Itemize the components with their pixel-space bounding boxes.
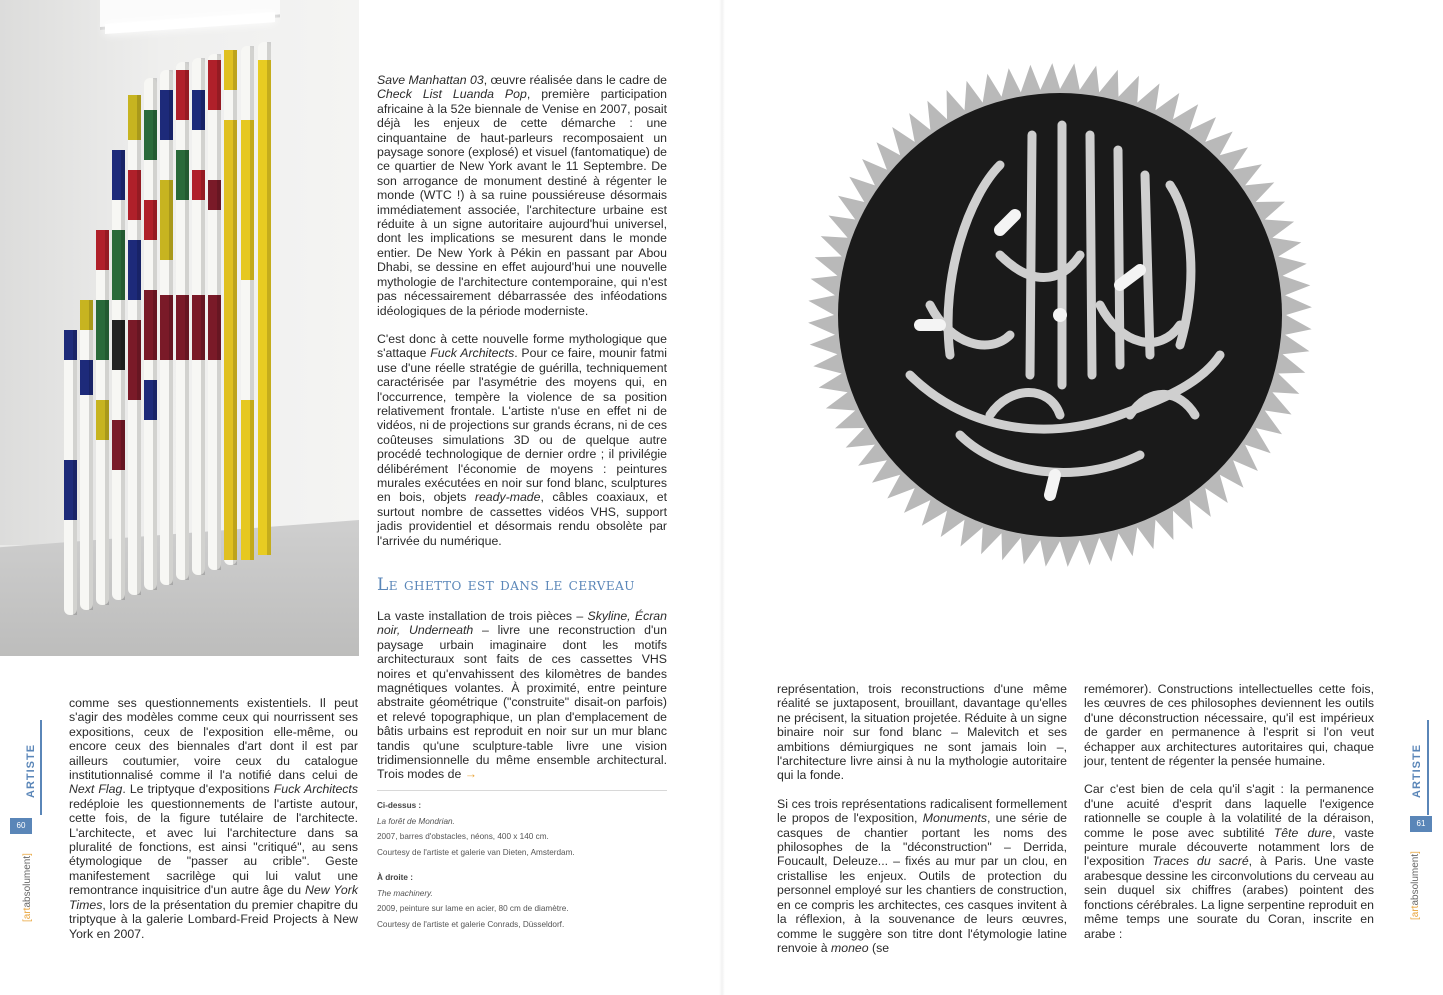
caption-heading: À droite : bbox=[377, 873, 413, 882]
artwork-title: ready-made bbox=[474, 490, 541, 505]
paragraph-text: C'est donc à cette nouvelle forme mythologique que s'attaque bbox=[377, 331, 667, 361]
calligraphy-stroke bbox=[1090, 135, 1092, 375]
paragraph-b1 bbox=[377, 609, 667, 782]
paragraph-text: , à Paris. Une vaste arabesque dessine les circonvolutions du cerveau au sein duquel six chiffres (arabes) pointent des fonctions cérébrales. La ligne serpentine reproduit en même temps une sourate du Coran, inscrite en arabe : bbox=[1084, 854, 1375, 941]
caption-above bbox=[377, 798, 607, 860]
caption-credit: Courtesy de l'artiste et galerie van Dieten, Amsterdam. bbox=[377, 847, 575, 857]
pole bbox=[96, 230, 109, 605]
text-column-e bbox=[1084, 682, 1374, 955]
paragraph-c1 bbox=[69, 696, 358, 941]
folio-rule-right bbox=[1427, 720, 1429, 815]
artwork-title: Skyline, Écran noir, Underneath bbox=[377, 609, 667, 638]
paragraph-text: , une série de casques de chantier portant les noms des philosophes de la "déconstruction" – Derrida, Foucault, Deleuze... – fixés au mur par un clou, en cristallise les enjeux. Outils de protection du personnel employé sur les chantiers de construction, en ce compris les architectes, ces casques invitent à la réflexion, à la souvenance de leurs œuvres, comme le suggère son titre dont l'étymologie latine renvoie à bbox=[777, 811, 1068, 955]
section-label-left: ARTISTE bbox=[25, 743, 37, 798]
paragraph-text: , vaste peinture murale découverte notamment lors de l'exposition bbox=[1084, 825, 1374, 869]
paragraph-e1: remémorer). Constructions intellectuelles cette fois, les œuvres de ces philosophes deviennent les outils d'une déconstruction nécessaire, qu'il est impérieux de garder en permanence à l'esprit si l'on veut échapper aux architectures autoritaires qui, chaque jour, tentent de régenter la pensée humaine. bbox=[1084, 682, 1374, 769]
pole bbox=[64, 330, 77, 615]
text-column-d bbox=[777, 682, 1067, 969]
pole bbox=[192, 58, 205, 575]
caption-details: 2007, barres d'obstacles, néons, 400 x 140 cm. bbox=[377, 832, 549, 841]
paragraph-text: La vaste installation de trois pièces – bbox=[377, 609, 588, 623]
paragraph-a1 bbox=[377, 73, 667, 318]
paragraph-text: , lors de la présentation du premier chapitre du triptyque à la galerie Lombard-Freid Projects à New York en 2007. bbox=[69, 897, 358, 941]
caption-details: 2009, peinture sur lame en acier, 80 cm de diamètre. bbox=[377, 904, 569, 913]
artwork-title: Fuck Architects bbox=[273, 782, 359, 797]
expansion-slot bbox=[1050, 475, 1055, 495]
pole-shadow bbox=[267, 42, 271, 555]
pole-shadow bbox=[217, 54, 221, 570]
paragraph-e2 bbox=[1084, 782, 1374, 940]
artwork-title: Check List Luanda Pop bbox=[377, 87, 527, 102]
logo-art: art bbox=[1410, 905, 1421, 918]
striped-poles bbox=[0, 0, 359, 656]
pole bbox=[112, 150, 125, 600]
page-number-right: 61 bbox=[1410, 816, 1432, 832]
page-gutter bbox=[719, 0, 725, 995]
logo-bracket: [ bbox=[22, 919, 33, 922]
artwork-title: Fuck Architects bbox=[430, 346, 515, 361]
logo-text: absolument bbox=[1410, 853, 1421, 906]
artwork-title: Next Flag bbox=[69, 782, 123, 797]
logo-art: art bbox=[22, 907, 33, 920]
arbor-hole bbox=[1053, 308, 1067, 322]
paragraph-text: . Pour ce faire, mounir fatmi use d'une réelle stratégie de guérilla, techniquement caractérisée par l'asymétrie des moyens qui, en l'occurrence, tempère la violence de sa position relativement frontale. L'artiste n'use en effet ni de vidéos, ni de projections sur grands écrans, ni de ces coûteuses simulations 3D ou de quelque autre procédé technologique de dernier ordre ; il privilégie délibérément l'économie de moyens : peintures murales exécutées en noir sur fond blanc, sculptures en bois, objets bbox=[377, 346, 667, 505]
pole bbox=[128, 95, 141, 595]
artwork-title: Monuments bbox=[922, 811, 987, 826]
paragraph-text: – livre une reconstruction d'un paysage urbain imaginaire dont les motifs architecturaux sont faits de ces cassettes VHS noires et qu'envahissent des kilomètres de bandes magnétiques volantes. À proximité, entre peinture abstraite géométrique ("construite" disait-on parfois) et relevé topographique, un plan d'emplacement de bâtis urbains est reproduit en noir sur un mur blanc tandis qu'une sculpture-table livre une vision tridimensionnelle du même ensemble architectural. Trois modes de bbox=[377, 623, 667, 782]
logo-bracket: ] bbox=[1410, 851, 1421, 854]
calligraphy-stroke bbox=[1145, 175, 1150, 355]
pole-shadow bbox=[89, 300, 93, 610]
logo-text: absolument bbox=[22, 855, 33, 908]
pole-shadow bbox=[105, 230, 109, 605]
continue-arrow-icon: → bbox=[464, 767, 478, 782]
publication-title: New York Times bbox=[69, 883, 359, 912]
paragraph-text: comme ses questionnements existentiels. Il peut s'agir des modèles comme ceux qui nourrissent ses expositions, ceux de l'exposition elle-même, ou encore ceux des biennales d'art dont il est par ailleurs coutumier, voire ceux du catalogue institutionnalisé comme il l'a notifié dans celui de bbox=[69, 696, 358, 783]
pole-shadow bbox=[73, 330, 77, 615]
caption-title: La forêt de Mondrian. bbox=[377, 816, 455, 826]
caption-title: The machinery. bbox=[377, 888, 433, 898]
paragraph-text: , première participation africaine à la 52e biennale de Venise en 2007, posait déjà les enjeux de cette démarche : une cinquantaine de haut-parleurs recomposaient un paysage sonore (explosé) et visuel (fantomatique) de ce quartier de New York avant le 11 Septembre. De son arrogance de monument destiné à régenter le monde (WTC !) à sa ruine poussiéreuse désormais immédiatement associée, l'architecture urbaine est réduite à un signe autoritaire aujourd'hui universel, dont les implications se mesurent dans le monde entier. De New York à Pékin en passant par Abou Dhabi, se dessine en effet aujourd'hui une nouvelle mythologie de l'architecture contemporaine, qui n'est pas nécessairement débarrassée des inféodations idéologiques de la période moderniste. bbox=[377, 87, 668, 318]
caption-heading: Ci-dessus : bbox=[377, 801, 422, 810]
logo-bracket: ] bbox=[22, 853, 33, 856]
pole-shadow bbox=[169, 70, 173, 585]
calligraphy-stroke bbox=[1030, 135, 1032, 375]
logo-bracket: [ bbox=[1410, 917, 1421, 920]
caption-right bbox=[377, 870, 607, 932]
paragraph-text: Si ces trois représentations radicalisent formellement le propos de l'exposition, bbox=[777, 796, 1067, 826]
pole bbox=[224, 50, 237, 565]
pole bbox=[144, 78, 157, 590]
paragraph-a2 bbox=[377, 332, 667, 548]
paragraph-text: (se bbox=[868, 940, 890, 955]
page-number-left: 60 bbox=[10, 818, 32, 834]
section-label-right: ARTISTE bbox=[1411, 743, 1423, 798]
pole bbox=[258, 42, 271, 555]
folio-rule-left bbox=[40, 720, 42, 815]
exhibition-title: Traces du sacré bbox=[1152, 854, 1249, 869]
paragraph-text: . Le triptyque d'expositions bbox=[122, 782, 274, 797]
caption-credit: Courtesy de l'artiste et galerie Conrads, Düsseldorf. bbox=[377, 919, 565, 929]
pole bbox=[208, 54, 221, 570]
pole bbox=[80, 300, 93, 610]
latin-word: moneo bbox=[831, 940, 869, 955]
pole bbox=[160, 70, 173, 585]
paragraph-text: redéploie les questionnements de l'artiste autour, cette fois, de la figure tutélaire de l'architecte. L'architecte, et avec lui l'architecture dans sa pluralité de fonctions, est ainsi "critiqué", au sens étymologique de "passer au crible". Geste manifestement sacrilège qui lui valut une remontrance inquisitrice d'un autre âge du bbox=[69, 796, 358, 898]
installation-photo bbox=[0, 0, 359, 656]
pole-shadow bbox=[201, 58, 205, 575]
paragraph-d1: représentation, trois reconstructions d'une même réalité se juxtaposent, brouillant, davantage qu'elles ne précisent, la situation projetée. Réduite à un signe binaire noir sur fond blanc – Malevitch et ses ambitions démiurgiques ne sont jamais loin –, l'architecture livre ainsi à nu la mythologie autoritaire qui la fonde. bbox=[777, 682, 1067, 783]
text-column-c bbox=[69, 696, 358, 955]
text-column-a bbox=[377, 73, 667, 562]
magazine-logo-left bbox=[22, 853, 33, 922]
pole-shadow bbox=[153, 78, 157, 590]
caption-divider bbox=[377, 790, 667, 791]
paragraph-text: , câbles coaxiaux, et surtout nombre de cassettes vidéos VHS, support jadis providentiel et désormais rendu obsolète par l'arrivée du numérique. bbox=[377, 490, 668, 548]
text-column-b bbox=[377, 609, 667, 796]
section-heading: Le ghetto est dans le cerveau bbox=[377, 575, 635, 595]
artwork-title: Tête dure bbox=[1273, 825, 1333, 840]
paragraph-d2 bbox=[777, 797, 1067, 955]
pole-shadow bbox=[185, 62, 189, 580]
paragraph-text: , œuvre réalisée dans le cadre de bbox=[483, 73, 668, 87]
pole-shadow bbox=[121, 150, 125, 600]
pole bbox=[176, 62, 189, 580]
pole-shadow bbox=[250, 46, 254, 560]
pole bbox=[241, 46, 254, 560]
saw-blade-artwork bbox=[800, 55, 1320, 575]
saw-blade-image bbox=[800, 55, 1320, 575]
pole-shadow bbox=[137, 95, 141, 595]
paragraph-text: Car c'est bien de cela qu'il s'agit : la permanence d'une acuité d'esprit dans laquelle l'exigence rationnelle se couple à la volatilité de la déraison, comme le pose avec subtilité bbox=[1084, 782, 1374, 840]
magazine-logo-right bbox=[1410, 851, 1421, 920]
pole-shadow bbox=[233, 50, 237, 565]
artwork-title: Save Manhattan 03 bbox=[377, 73, 484, 87]
